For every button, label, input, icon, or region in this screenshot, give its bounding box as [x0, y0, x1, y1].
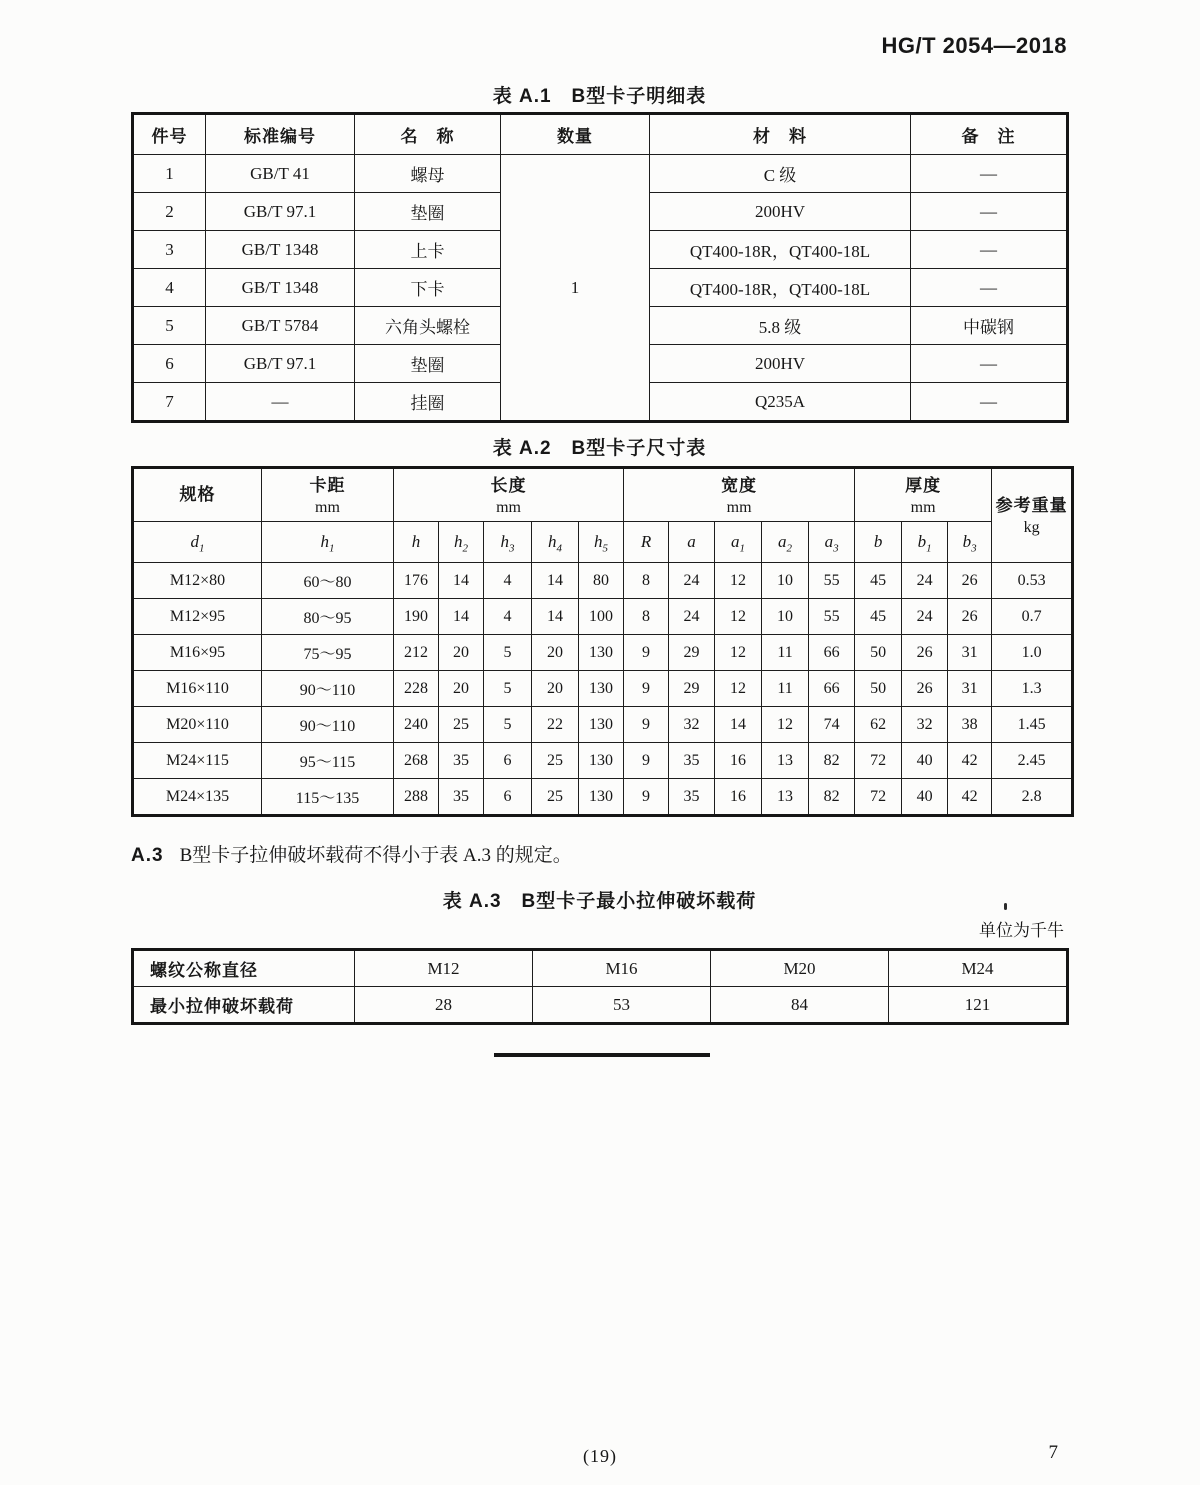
table-row: [133, 950, 1068, 987]
table-cell: 80～95: [262, 599, 394, 635]
table-cell: 75～95: [262, 635, 394, 671]
table-cell: 12: [715, 599, 762, 635]
table-cell: 9: [624, 743, 669, 779]
table-cell: 3: [133, 231, 206, 269]
table-a3-title: 表 A.3 B型卡子最小拉伸破坏载荷: [442, 891, 757, 912]
table-cell: 6: [133, 345, 206, 383]
table-cell: 55: [809, 599, 855, 635]
table-cell: 5: [484, 707, 532, 743]
table-cell: 29: [669, 635, 715, 671]
table-cell: 11: [762, 671, 809, 707]
table-cell: 35: [439, 779, 484, 816]
table-cell: 66: [809, 635, 855, 671]
table-cell: 31: [948, 635, 992, 671]
table-cell: 1: [133, 155, 206, 193]
column-subheader: $h_5$: [579, 522, 624, 563]
table-cell: 176: [394, 563, 439, 599]
table-cell: 32: [669, 707, 715, 743]
table-cell: 50: [855, 671, 902, 707]
document-end-line: [494, 1053, 710, 1057]
group-unit: kg: [1023, 519, 1040, 536]
table-row: [133, 707, 1073, 743]
table-cell: M20: [711, 950, 889, 987]
column-subheader: $h_3$: [484, 522, 532, 563]
column-group-header: [262, 468, 394, 522]
table-cell: 35: [669, 743, 715, 779]
table-cell: 90～110: [262, 707, 394, 743]
table-cell: —: [911, 345, 1068, 383]
table-cell: GB/T 41: [206, 155, 355, 193]
table-cell: 25: [532, 743, 579, 779]
table-cell: 垫圈: [355, 345, 501, 383]
table-cell: M24: [889, 950, 1068, 987]
table-cell: 130: [579, 635, 624, 671]
column-header: 备 注: [911, 114, 1068, 155]
table-cell: 9: [624, 707, 669, 743]
table-cell: M12×80: [133, 563, 262, 599]
table-cell: 10: [762, 563, 809, 599]
table-cell: 84: [711, 987, 889, 1024]
column-header: 材 料: [650, 114, 911, 155]
group-label: 宽度: [721, 475, 758, 495]
table-cell: 9: [624, 779, 669, 816]
table-cell: 32: [902, 707, 948, 743]
group-unit: mm: [496, 498, 521, 516]
table-cell: 31: [948, 671, 992, 707]
table-cell: 0.7: [992, 599, 1073, 635]
table-cell: 1.3: [992, 671, 1073, 707]
column-subheader: R: [624, 522, 669, 563]
group-unit: mm: [910, 498, 936, 516]
table-cell: 12: [762, 707, 809, 743]
table-cell: 5: [133, 307, 206, 345]
table-cell: 8: [624, 563, 669, 599]
table-cell: 60～80: [262, 563, 394, 599]
table-cell: 26: [948, 563, 992, 599]
table-cell: 2.8: [992, 779, 1073, 816]
group-label: 参考重量: [995, 496, 1068, 515]
table-cell: 1.45: [992, 707, 1073, 743]
table-cell: GB/T 1348: [206, 269, 355, 307]
table-cell: 14: [532, 599, 579, 635]
table-cell: 200HV: [650, 193, 911, 231]
column-subheader: $b_1$: [902, 522, 948, 563]
table-row: [133, 635, 1073, 671]
table-cell: 26: [902, 635, 948, 671]
column-header-spec: [133, 468, 262, 522]
table-cell: M16×110: [133, 671, 262, 707]
table-cell: 288: [394, 779, 439, 816]
table-cell: 20: [439, 671, 484, 707]
table-cell: 26: [902, 671, 948, 707]
table-cell: 14: [439, 563, 484, 599]
column-subheader: h: [394, 522, 439, 563]
table-cell: M20×110: [133, 707, 262, 743]
table-cell: 4: [484, 563, 532, 599]
table-cell: 2.45: [992, 743, 1073, 779]
table-cell: —: [911, 193, 1068, 231]
table-cell: 5: [484, 635, 532, 671]
table-cell: 268: [394, 743, 439, 779]
table-cell: —: [206, 383, 355, 422]
column-subheader: $h_2$: [439, 522, 484, 563]
table-cell: 25: [532, 779, 579, 816]
column-subheader: $a_2$: [762, 522, 809, 563]
table-cell: 上卡: [355, 231, 501, 269]
table-cell: 2: [133, 193, 206, 231]
table-cell: 35: [439, 743, 484, 779]
table-cell: 228: [394, 671, 439, 707]
table-cell: GB/T 5784: [206, 307, 355, 345]
group-label: 卡距: [309, 475, 346, 495]
table-cell: 130: [579, 743, 624, 779]
table-cell: —: [911, 231, 1068, 269]
table-cell: 53: [533, 987, 711, 1024]
table-cell: 190: [394, 599, 439, 635]
table-row: [133, 155, 1068, 193]
table-cell: Q235A: [650, 383, 911, 422]
table-cell: 8: [624, 599, 669, 635]
table-cell: 20: [439, 635, 484, 671]
table-cell: 5.8 级: [650, 307, 911, 345]
column-group-header: [624, 468, 855, 522]
table-cell: 240: [394, 707, 439, 743]
table-cell: 45: [855, 563, 902, 599]
table-cell: 90～110: [262, 671, 394, 707]
table-cell: M16: [533, 950, 711, 987]
group-unit: mm: [315, 498, 340, 516]
table-cell: 115～135: [262, 779, 394, 816]
table-cell: 0.53: [992, 563, 1073, 599]
table-cell: 66: [809, 671, 855, 707]
table-cell: 20: [532, 671, 579, 707]
table-cell: 6: [484, 743, 532, 779]
table-cell: 42: [948, 743, 992, 779]
table-cell: 13: [762, 779, 809, 816]
column-header-weight: [992, 468, 1073, 563]
table-cell: 6: [484, 779, 532, 816]
footer-page-number: 7: [1048, 1442, 1058, 1463]
column-header: 数量: [501, 114, 650, 155]
table-cell: 11: [762, 635, 809, 671]
column-group-header: [394, 468, 624, 522]
table-cell: M12: [355, 950, 533, 987]
table-cell: 26: [948, 599, 992, 635]
table-cell: 9: [624, 635, 669, 671]
table-cell: 55: [809, 563, 855, 599]
table-a1-parts-table: [131, 112, 1069, 423]
table-cell: 12: [715, 563, 762, 599]
column-header: 件号: [133, 114, 206, 155]
table-cell: —: [911, 383, 1068, 422]
table-cell: 下卡: [355, 269, 501, 307]
table-cell: 14: [715, 707, 762, 743]
table-cell: 40: [902, 743, 948, 779]
table-a3-load-table: [131, 948, 1069, 1025]
table-cell: 25: [439, 707, 484, 743]
table-cell: 42: [948, 779, 992, 816]
table-cell: 29: [669, 671, 715, 707]
column-header: 标准编号: [206, 114, 355, 155]
unit-note: 单位为千牛: [979, 921, 1064, 940]
table-cell: 100: [579, 599, 624, 635]
table-cell: 16: [715, 743, 762, 779]
footer-page-marker: (19): [583, 1446, 617, 1466]
table-row: [133, 779, 1073, 816]
column-header-label: 规格: [179, 485, 216, 504]
table-header-row: [133, 114, 1068, 155]
row-header: 最小拉伸破坏载荷: [133, 987, 355, 1024]
table-cell: GB/T 1348: [206, 231, 355, 269]
column-subheader: a: [669, 522, 715, 563]
table-a2-dimensions-table: [131, 466, 1074, 817]
table-cell: 24: [902, 599, 948, 635]
table-cell: 4: [484, 599, 532, 635]
table-cell: C 级: [650, 155, 911, 193]
table-cell: 121: [889, 987, 1068, 1024]
table-cell: 35: [669, 779, 715, 816]
table-cell: 14: [439, 599, 484, 635]
table-cell: 24: [669, 599, 715, 635]
table-cell: 挂圈: [355, 383, 501, 422]
table-cell: QT400-18R，QT400-18L: [650, 231, 911, 269]
table-cell: 14: [532, 563, 579, 599]
row-header: 螺纹公称直径: [133, 950, 355, 987]
table-cell: 12: [715, 635, 762, 671]
column-subheader: b: [855, 522, 902, 563]
table-a1-title: 表 A.1 B型卡子明细表: [492, 86, 707, 107]
table-cell: 12: [715, 671, 762, 707]
table-cell: 螺母: [355, 155, 501, 193]
table-cell: —: [911, 155, 1068, 193]
clause-a3: [131, 843, 572, 869]
table-row: [133, 743, 1073, 779]
table-cell: —: [911, 269, 1068, 307]
table-cell: 95～115: [262, 743, 394, 779]
table-cell: 24: [902, 563, 948, 599]
column-subheader: $b_3$: [948, 522, 992, 563]
table-row: [133, 987, 1068, 1024]
table-cell: 72: [855, 779, 902, 816]
table-subheader-row: [133, 522, 1073, 563]
table-cell: 72: [855, 743, 902, 779]
table-cell: 82: [809, 779, 855, 816]
table-cell: 130: [579, 707, 624, 743]
group-label: 长度: [490, 475, 527, 495]
column-subheader: $a_1$: [715, 522, 762, 563]
clause-a3-text: B型卡子拉伸破坏载荷不得小于表 A.3 的规定。: [179, 845, 572, 866]
table-cell: GB/T 97.1: [206, 193, 355, 231]
table-cell: 200HV: [650, 345, 911, 383]
column-subheader: $h_1$: [262, 522, 394, 563]
table-cell: 45: [855, 599, 902, 635]
column-subheader: $d_1$: [133, 522, 262, 563]
table-cell: 74: [809, 707, 855, 743]
table-cell: 22: [532, 707, 579, 743]
column-subheader: $h_4$: [532, 522, 579, 563]
column-group-header: [855, 468, 992, 522]
table-cell: M24×135: [133, 779, 262, 816]
table-cell: 20: [532, 635, 579, 671]
table-cell: QT400-18R，QT400-18L: [650, 269, 911, 307]
print-artifact-dot: [1004, 903, 1007, 910]
group-label: 厚度: [905, 475, 942, 495]
column-subheader: $a_3$: [809, 522, 855, 563]
table-cell: 垫圈: [355, 193, 501, 231]
clause-a3-label: A.3: [131, 845, 164, 866]
table-row: [133, 671, 1073, 707]
table-cell: 16: [715, 779, 762, 816]
table-cell: 10: [762, 599, 809, 635]
table-cell: 130: [579, 779, 624, 816]
table-header-row: [133, 468, 1073, 522]
table-cell: 5: [484, 671, 532, 707]
table-row: [133, 563, 1073, 599]
standard-number: HG/T 2054—2018: [881, 33, 1067, 58]
table-cell: 50: [855, 635, 902, 671]
table-cell: 40: [902, 779, 948, 816]
table-cell: 9: [624, 671, 669, 707]
table-cell: 中碳钢: [911, 307, 1068, 345]
table-cell: 130: [579, 671, 624, 707]
table-cell: 7: [133, 383, 206, 422]
table-cell: 24: [669, 563, 715, 599]
table-row: [133, 599, 1073, 635]
table-a2-title: 表 A.2 B型卡子尺寸表: [492, 438, 707, 459]
table-cell: M16×95: [133, 635, 262, 671]
column-header: 名 称: [355, 114, 501, 155]
table-cell: 六角头螺栓: [355, 307, 501, 345]
group-unit: mm: [726, 498, 752, 516]
table-cell: 4: [133, 269, 206, 307]
table-cell: M12×95: [133, 599, 262, 635]
table-cell: 62: [855, 707, 902, 743]
table-cell: 1.0: [992, 635, 1073, 671]
table-cell: 80: [579, 563, 624, 599]
table-cell: 212: [394, 635, 439, 671]
table-cell: 82: [809, 743, 855, 779]
table-cell: 38: [948, 707, 992, 743]
table-cell: 13: [762, 743, 809, 779]
quantity-merged-cell: 1: [501, 155, 650, 422]
table-cell: M24×115: [133, 743, 262, 779]
table-cell: GB/T 97.1: [206, 345, 355, 383]
table-cell: 28: [355, 987, 533, 1024]
